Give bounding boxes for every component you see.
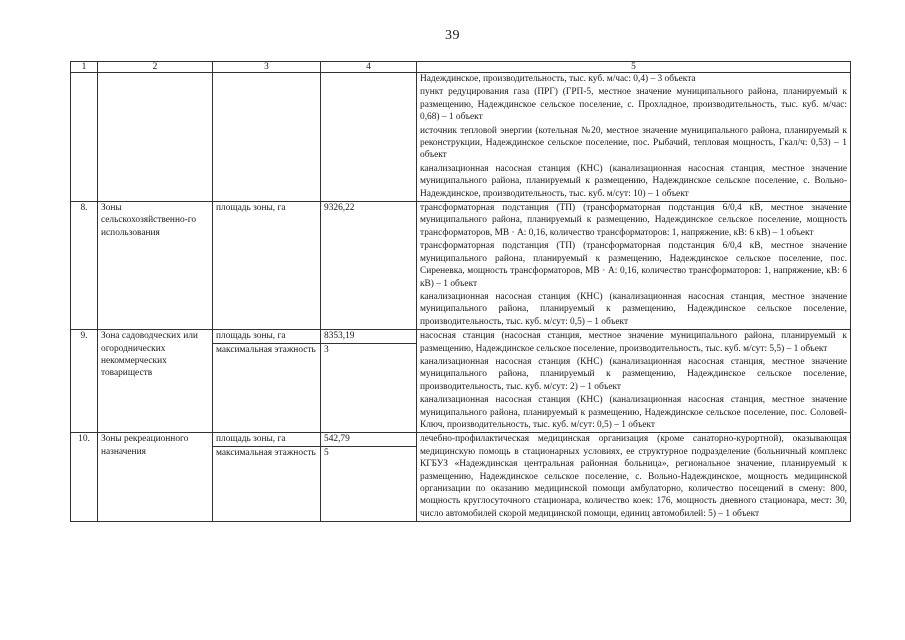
row-number-cell	[71, 73, 98, 202]
parameter-name: максимальная этажность	[213, 343, 320, 357]
row-number-cell: 10.	[71, 433, 98, 522]
parameters-cell	[213, 202, 321, 330]
planned-object-entry: канализационная насосная станция (КНС) (канализационная насосная станция, местное значение муниципального района, планируемый к размещению, Надеждинское сельское поселение, производительность, тыс. куб. м/сут: 2) – 1 объект	[420, 356, 847, 392]
zones-table	[70, 61, 851, 522]
planned-objects-cell	[417, 330, 851, 433]
header-cell: 3	[213, 62, 321, 73]
parameter-name: максимальная этажность	[213, 446, 320, 460]
zone-name-cell: Зона садоводческих или огороднических некоммерческих товариществ	[98, 330, 213, 433]
planned-objects-cell	[417, 73, 851, 202]
parameters-cell	[213, 433, 321, 522]
parameter-value: 3	[321, 343, 416, 357]
parameter-name: площадь зоны, га	[216, 434, 286, 445]
table-header-row	[71, 62, 851, 73]
parameter-value: 8353,19	[324, 331, 355, 342]
planned-object-entry: канализационная насосная станция (КНС) (канализационная насосная станция, местное значение муниципального района, планируемый к размещению, Надеждинское сельское поселение, производительность, тыс. куб. м/сут: 0,5) – 1 объект	[420, 291, 847, 327]
parameter-value: 542,79	[324, 434, 350, 445]
parameters-cell	[213, 73, 321, 202]
parameters-cell	[213, 330, 321, 433]
zone-name-cell	[98, 73, 213, 202]
planned-objects-cell	[417, 202, 851, 330]
planned-object-entry: трансформаторная подстанция (ТП) (трансформаторная подстанция 6/0,4 кВ, местное значение муниципального района, планируемый к размещению, Надеждинское сельское поселение, мощность трансформаторов, МВ · А: 0,16, количество трансформаторов: 1, напряжение, кВ: 6 кВ) – 1 объект	[420, 203, 847, 238]
parameter-value: 9326,22	[324, 203, 355, 214]
planned-object-entry: трансформаторная подстанция (ТП) (трансформаторная подстанция 6/0,4 кВ, местное значение муниципального района, планируемый к размещению, Надеждинское сельское поселение, пос. Сиреневка, мощность трансформаторов, МВ · А: 0,16, количество трансформаторов: 1, напряжение, кВ: 6 кВ) – 1 объект	[420, 241, 847, 289]
table-row	[71, 330, 851, 433]
header-cell: 2	[98, 62, 213, 73]
values-cell	[321, 202, 417, 330]
parameter-name: площадь зоны, га	[216, 331, 286, 342]
values-cell	[321, 330, 417, 433]
zone-name-cell: Зоны сельскохозяйственно-го использования	[98, 202, 213, 330]
header-cell: 4	[321, 62, 417, 73]
values-cell	[321, 433, 417, 522]
row-number-cell: 9.	[71, 330, 98, 433]
planned-object-entry: канализационная насосная станция (КНС) (канализационная насосная станция, местное значение муниципального района, планируемый к размещению, Надеждинское сельское поселение, пос. Соловей-Ключ, производительность, тыс. куб. м/сут: 0,5) – 1 объект	[420, 395, 847, 430]
table-row	[71, 202, 851, 330]
planned-object-entry: источник тепловой энергии (котельная №20, местное значение муниципального района, планируемый к реконструкции, Надеждинское сельское поселение, пос. Рыбачий, тепловая мощность, Гкал/ч: 0,53) – 1 объект	[420, 125, 847, 161]
planned-objects-cell	[417, 433, 851, 522]
planned-object-entry: канализационная насосная станция (КНС) (канализационная насосная станция, местное значение муниципального района, планируемый к размещению, Надеждинское сельское поселение, с. Вольно-Надеждинское, производительность, тыс. куб. м/сут: 10) – 1 объект	[420, 163, 847, 199]
table-row	[71, 73, 851, 202]
planned-object-entry: лечебно-профилактическая медицинская организация (кроме санаторно-курортной), оказывающая медицинскую помощь в стационарных условиях, ее структурное подразделение (больничный комплекс КГБУЗ «Надеждинская центральная районная больница», региональное значение, планируемый к размещению, Надеждинское сельское поселение, с. Вольно-Надеждинское, мощность медицинской организации по оказанию медицинской помощи амбулаторно, количество посещений в смену: 800, мощность круглосуточного стационара, количество коек: 176, мощность дневного стационара, мест: 30, число автомобилей скорой медицинской помощи, единиц автомобилей: 5) – 1 объект	[420, 434, 847, 519]
page-number: 39	[445, 28, 460, 43]
header-cell: 1	[71, 62, 98, 73]
parameter-value: 5	[321, 446, 416, 460]
header-cell: 5	[417, 62, 851, 73]
row-number-cell: 8.	[71, 202, 98, 330]
zone-name-cell: Зоны рекреационного назначения	[98, 433, 213, 522]
values-cell	[321, 73, 417, 202]
table-row	[71, 433, 851, 522]
planned-object-entry: пункт редуцирования газа (ПРГ) (ГРП-5, местное значение муниципального района, планируемый к размещению, Надеждинское сельское поселение, с. Прохладное, производительность, тыс. куб. м/час: 0,68) – 1 объект	[420, 87, 847, 123]
parameter-name: площадь зоны, га	[216, 203, 286, 214]
planned-object-entry: насосная станция (насосная станция, местное значение муниципального района, планируемый к размещению, Надеждинское сельское поселение, производительность, тыс. куб. м/сут: 5,5) – 1 объект	[420, 331, 847, 354]
planned-object-entry: Надеждинское, производительность, тыс. куб. м/час: 0,4) – 3 объекта	[420, 74, 696, 84]
